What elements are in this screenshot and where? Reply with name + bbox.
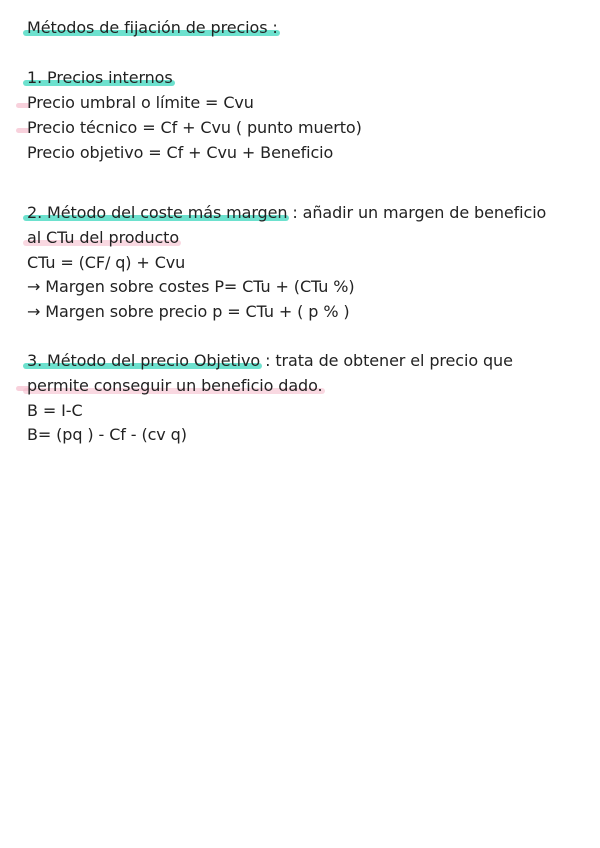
page-title [27,18,278,38]
section1-heading-text: 1. Precios internos [27,68,173,87]
section3-heading-text: 3. Método del precio Objetivo [27,351,261,370]
section3-description: : trata de obtener el precio que [260,351,513,370]
section2-formula [27,253,185,273]
section2-description: : añadir un margen de beneficio [287,203,547,222]
section2-arrow-item-text: → Margen sobre precio p = CTu + ( p % ) [27,302,350,321]
section2-formula-text: CTu = (CF/ q) + Cvu [27,253,186,272]
section1-line [27,118,362,138]
section1-line [27,93,254,113]
section1-heading [27,68,173,88]
section1-line-text: Precio umbral o límite = Cvu [27,93,254,112]
section2-arrow-item-text: → Margen sobre costes P= CTu + (CTu %) [27,277,355,296]
section3-formula [27,401,83,421]
section2-description-cont-text: al CTu del producto [27,228,180,247]
section3-description-cont-text: permite conseguir un beneficio dado. [27,376,323,395]
section3-formula [27,425,187,445]
section3-heading [27,351,513,371]
section1-line-text: Precio objetivo = Cf + Cvu + Beneficio [27,143,334,162]
section2-arrow-item [27,302,350,322]
page-title-text: Métodos de fijación de precios : [27,18,278,37]
section2-arrow-item [27,277,355,297]
section2-heading-text: 2. Método del coste más margen [27,203,288,222]
section3-formula-text: B = I-C [27,401,83,420]
section1-line-text: Precio técnico = Cf + Cvu ( punto muerto) [27,118,362,137]
section1-line [27,143,333,163]
section3-description-cont [27,376,323,396]
section2-description-cont [27,228,179,248]
section2-heading [27,203,546,223]
section3-formula-text: B= (pq ) - Cf - (cv q) [27,425,187,444]
